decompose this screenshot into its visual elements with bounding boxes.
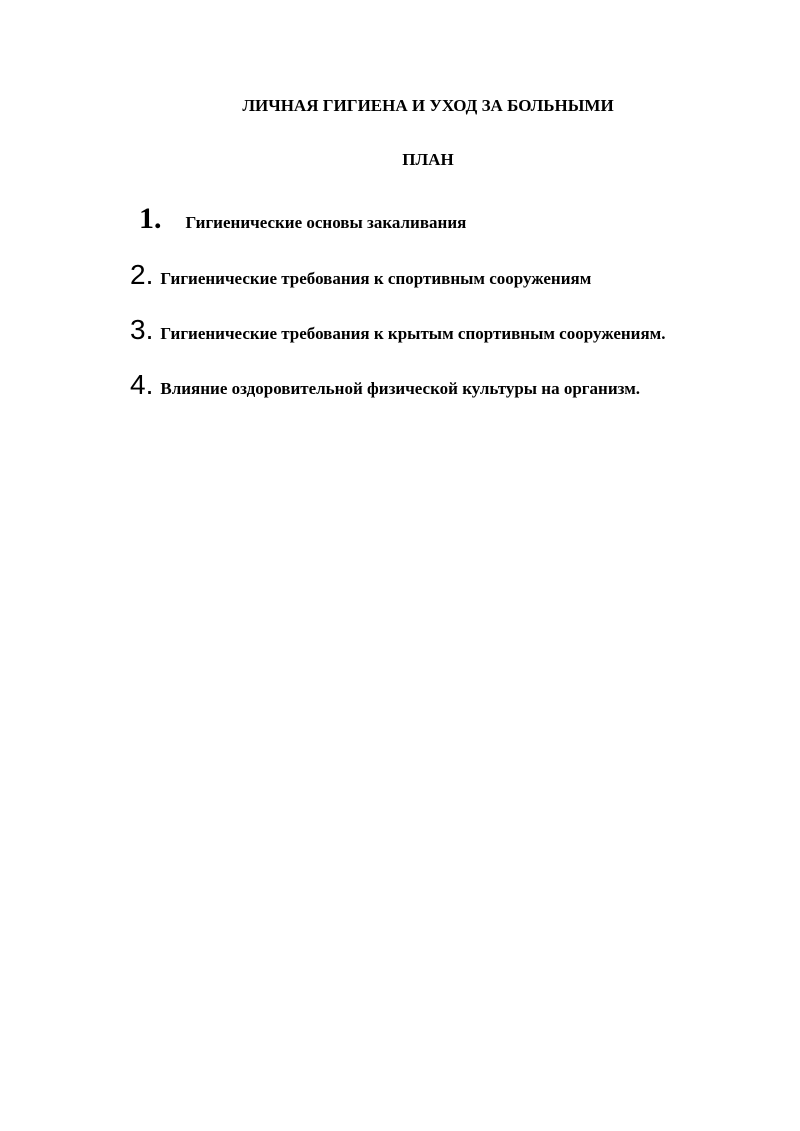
plan-item-number: 4. xyxy=(130,369,154,400)
plan-item-text: Гигиенические требования к крытым спортивным сооружениям. xyxy=(160,324,666,343)
plan-item-number: 1. xyxy=(139,202,162,235)
plan-item xyxy=(130,314,666,346)
plan-item-text: Гигиенические основы закаливания xyxy=(185,213,467,232)
plan-item-text: Гигиенические требования к спортивным сооружениям xyxy=(160,269,592,288)
document-title: ЛИЧНАЯ ГИГИЕНА И УХОД ЗА БОЛЬНЫМИ xyxy=(242,96,614,115)
plan-item xyxy=(139,202,466,236)
plan-item xyxy=(130,259,591,291)
plan-item-number: 3. xyxy=(130,314,154,345)
plan-item-number: 2. xyxy=(130,259,154,290)
plan-item xyxy=(130,369,640,401)
plan-heading: ПЛАН xyxy=(402,150,454,169)
plan-item-text: Влияние оздоровительной физической культуры на организм. xyxy=(160,379,641,398)
